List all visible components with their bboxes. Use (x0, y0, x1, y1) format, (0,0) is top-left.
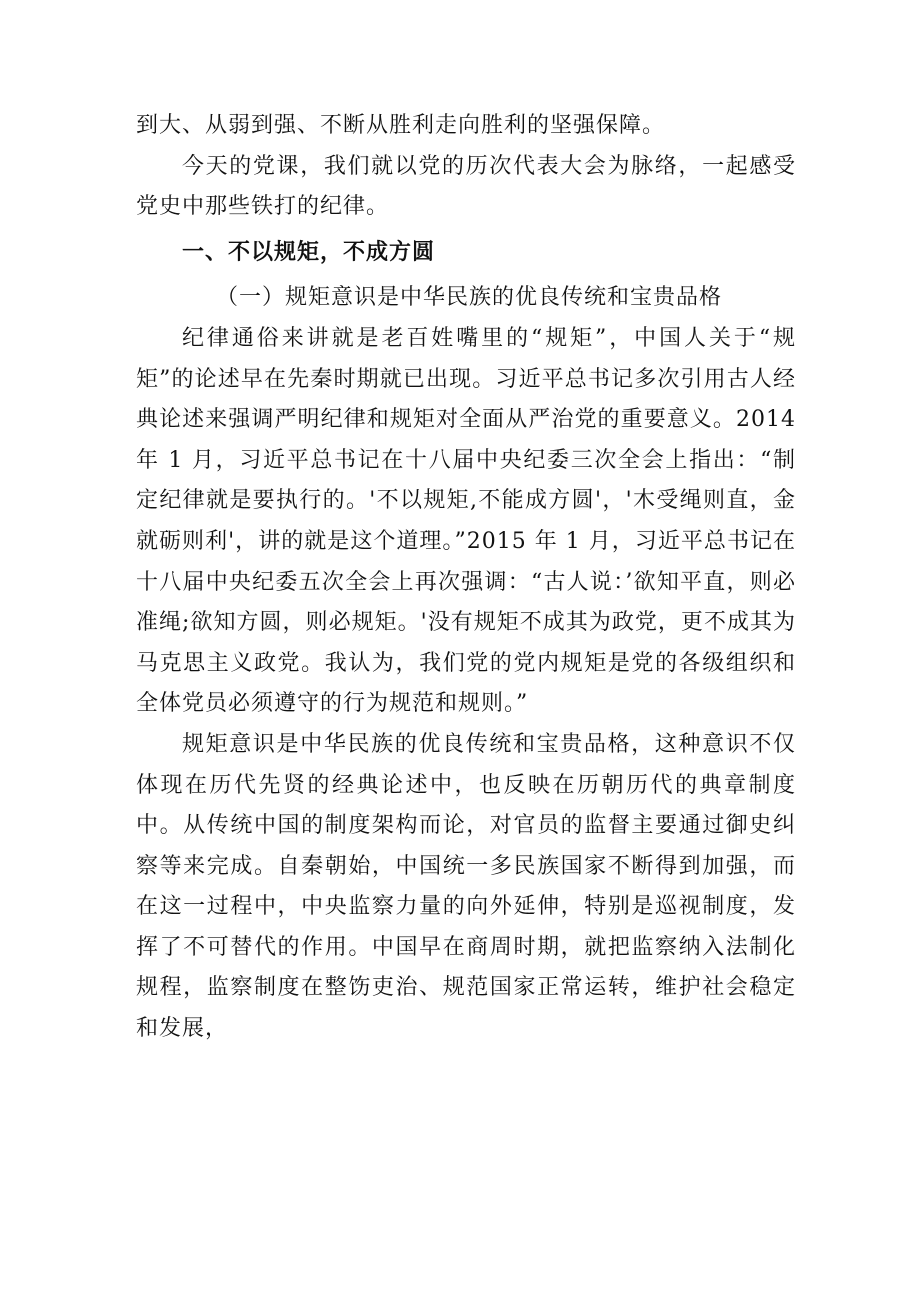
document-body (136, 106, 796, 1050)
paragraph-continuation: 到大、从弱到强、不断从胜利走向胜利的坚强保障。 (136, 113, 666, 138)
subsection-heading: （一）规矩意识是中华民族的优良传统和宝贵品格 (216, 285, 723, 311)
paragraph-intro: 今天的党课，我们就以党的历次代表大会为脉络，一起感受党史中那些铁打的纪律。 (136, 153, 796, 220)
paragraph-rules-quote: 纪律通俗来讲就是老百姓嘴里的“规矩”，中国人关于“规矩”的论述早在先秦时期就已出现。习近平总书记多次引用古人经典论述来强调严明纪律和规矩对全面从严治党的重要意义。2014 年 1 月，习近平总书记在十八届中央纪委三次全会上指出：“制定纪律就是要执行的。'不以规矩,不能成方圆'，'木受绳则直，金就砺则利'，讲的就是这个道理。”2015 年 1 月，习近平总书记在十八届中央纪委五次全会上再次强调：“古人说：’欲知平直，则必准绳;欲知方圆，则必规矩。'没有规矩不成其为政党，更不成其为马克思主义政党。我认为，我们党的党内规矩是党的各级组织和全体党员必须遵守的行为规范和规则。” (136, 325, 796, 717)
paragraph-supervision-history: 规矩意识是中华民族的优良传统和宝贵品格，这种意识不仅体现在历代先贤的经典论述中，也反映在历朝历代的典章制度中。从传统中国的制度架构而论，对官员的监督主要通过御史纠察等来完成。自秦朝始，中国统一多民族国家不断得到加强，而在这一过程中，中央监察力量的向外延伸，特别是巡视制度，发挥了不可替代的作用。中国早在商周时期，就把监察纳入法制化规程，监察制度在整饬吏治、规范国家正常运转，维护社会稳定和发展， (136, 731, 796, 1042)
section-heading: 一、不以规矩，不成方圆 (182, 238, 436, 265)
